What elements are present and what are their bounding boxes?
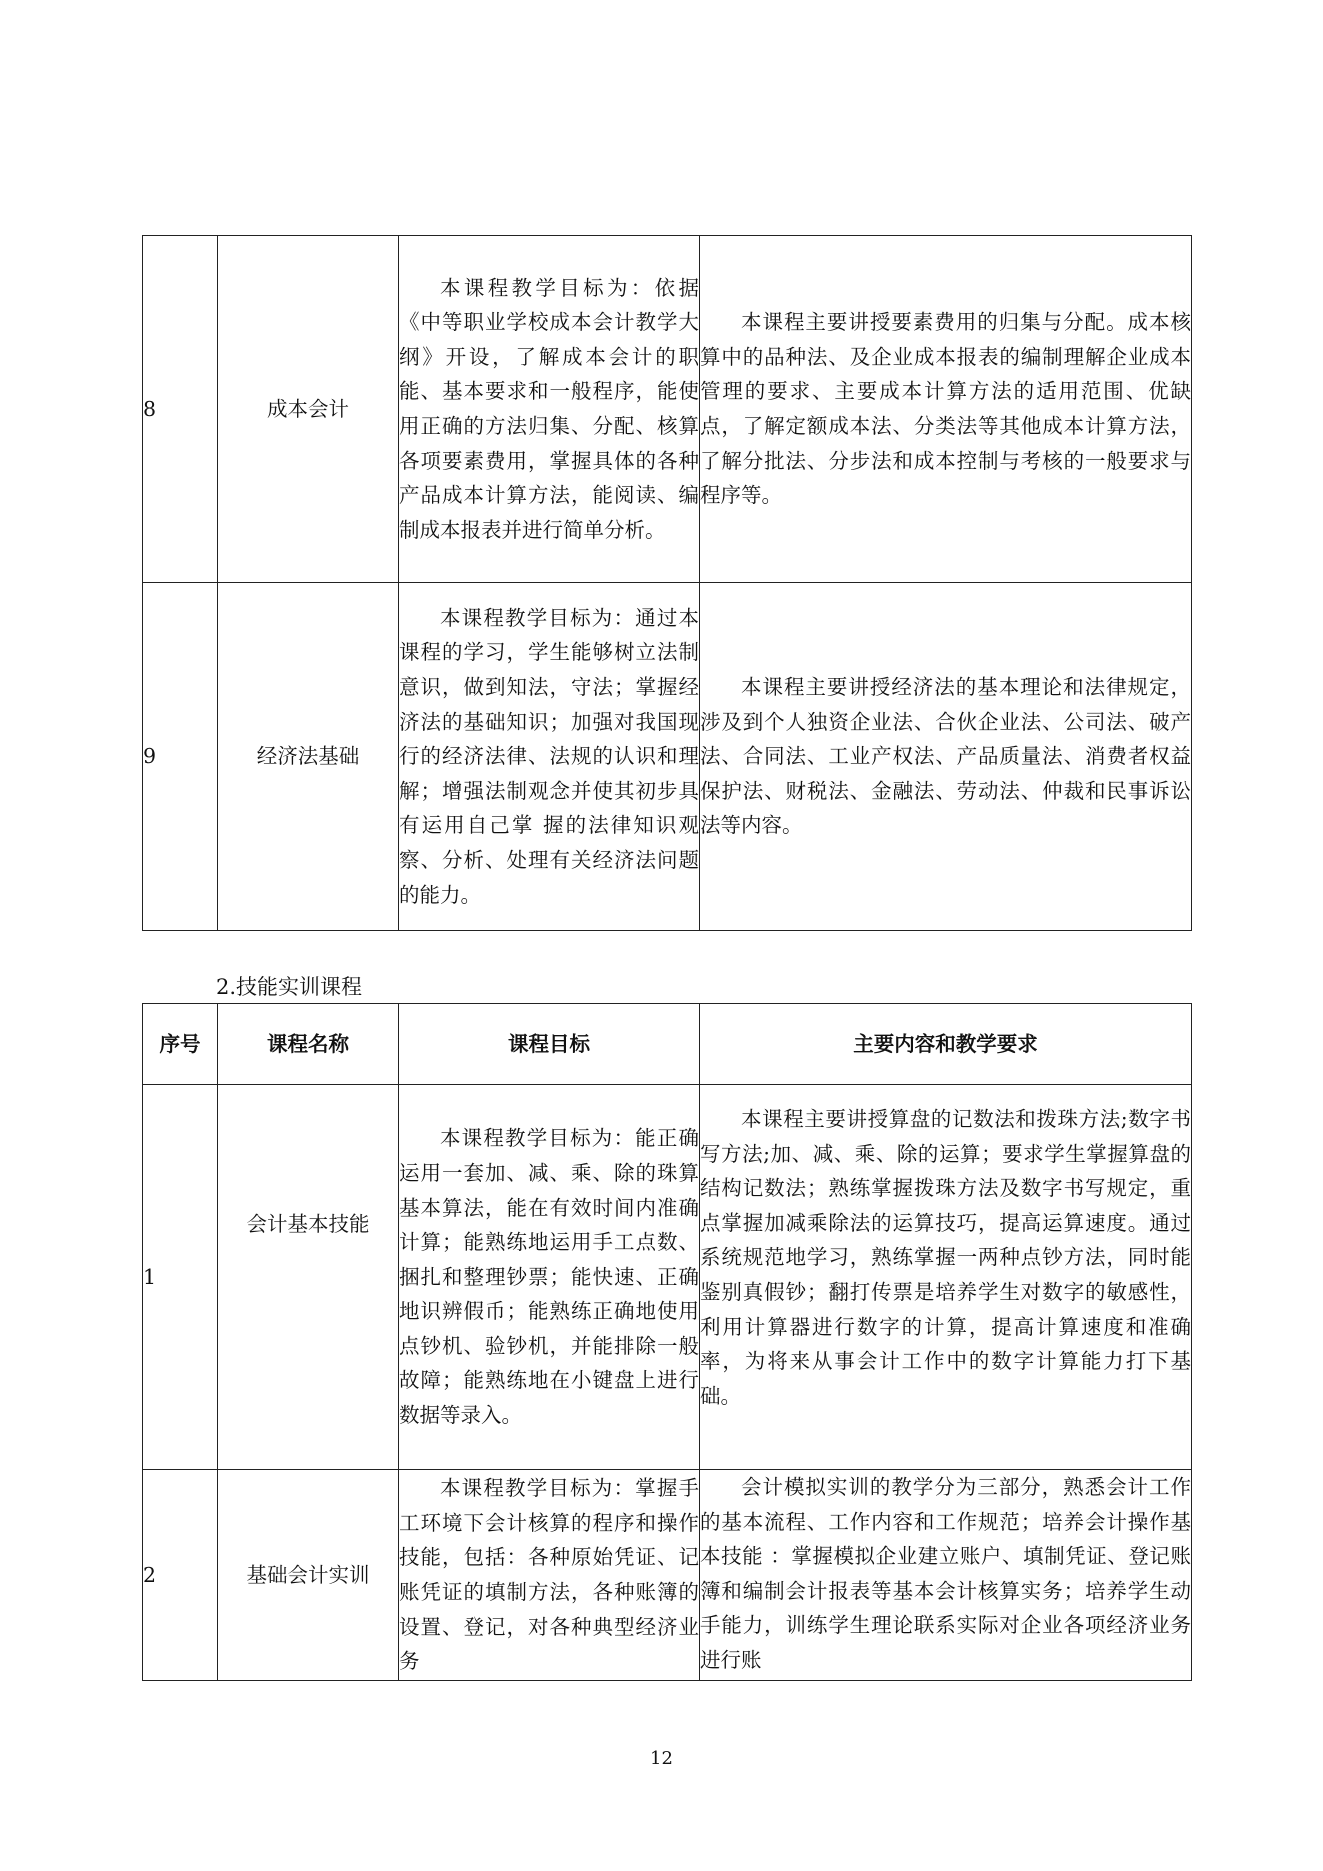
course-goal: 本课程教学目标为：依据《中等职业学校成本会计教学大纲》开设，了解成本会计的职能、基本要求和一般程序，能使用正确的方法归集、分配、核算各项要素费用，掌握具体的各种产品成本计算方法，能阅读、编制成本报表并进行简单分析。: [399, 236, 700, 583]
course-name: 经济法基础: [218, 583, 399, 931]
row-number: 9: [143, 583, 218, 931]
row-number: 1: [143, 1085, 218, 1470]
course-content: 本课程主要讲授经济法的基本理论和法律规定，涉及到个人独资企业法、合伙企业法、公司法、破产法、合同法、工业产权法、产品质量法、消费者权益保护法、财税法、金融法、劳动法、仲裁和民事诉讼法等内容。: [700, 583, 1192, 931]
course-content: 会计模拟实训的教学分为三部分，熟悉会计工作的基本流程、工作内容和工作规范；培养会计操作基本技能 ：掌握模拟企业建立账户、填制凭证、登记账簿和编制会计报表等基本会计核算实务；培养学生动手能力，训练学生理论联系实际对企业各项经济业务进行账: [700, 1470, 1192, 1681]
table-row: [143, 1085, 1192, 1470]
page-number: 12: [650, 1748, 673, 1769]
table-row: [143, 236, 1192, 583]
course-goal: 本课程教学目标为：通过本课程的学习，学生能够树立法制意识，做到知法，守法；掌握经济法的基础知识；加强对我国现行的经济法律、法规的认识和理解；增强法制观念并使其初步具有运用自己掌 握的法律知识观察、分析、处理有关经济法问题的能力。: [399, 583, 700, 931]
header-content: 主要内容和教学要求: [700, 1004, 1192, 1085]
course-table-professional: [142, 235, 1192, 931]
course-content: 本课程主要讲授要素费用的归集与分配。成本核算中的品种法、及企业成本报表的编制理解企业成本管理的要求、主要成本计算方法的适用范围、优缺点，了解定额成本法、分类法等其他成本计算方法，了解分批法、分步法和成本控制与考核的一般要求与程序等。: [700, 236, 1192, 583]
table-row: [143, 583, 1192, 931]
course-name: 成本会计: [218, 236, 399, 583]
course-goal: 本课程教学目标为：掌握手工环境下会计核算的程序和操作技能，包括：各种原始凭证、记账凭证的填制方法，各种账簿的设置、登记，对各种典型经济业务: [399, 1470, 700, 1681]
course-name: 基础会计实训: [218, 1470, 399, 1681]
course-content: 本课程主要讲授算盘的记数法和拨珠方法;数字书写方法;加、减、乘、除的运算；要求学生掌握算盘的结构记数法；熟练掌握拨珠方法及数字书写规定，重点掌握加减乘除法的运算技巧，提高运算速度。通过系统规范地学习，熟练掌握一两种点钞方法，同时能鉴别真假钞；翻打传票是培养学生对数字的敏感性，利用计算器进行数字的计算，提高计算速度和准确率，为将来从事会计工作中的数字计算能力打下基础。: [700, 1085, 1192, 1470]
header-goal: 课程目标: [399, 1004, 700, 1085]
course-name: 会计基本技能: [218, 1085, 399, 1470]
course-table-skills: [142, 1003, 1192, 1681]
table-header-row: [143, 1004, 1192, 1085]
row-number: 8: [143, 236, 218, 583]
section-title: 2.技能实训课程: [216, 975, 363, 999]
table-row: [143, 1470, 1192, 1681]
header-name: 课程名称: [218, 1004, 399, 1085]
row-number: 2: [143, 1470, 218, 1681]
course-goal: 本课程教学目标为：能正确运用一套加、减、乘、除的珠算基本算法，能在有效时间内准确计算；能熟练地运用手工点数、捆扎和整理钞票；能快速、正确地识辨假币；能熟练正确地使用点钞机、验钞机，并能排除一般故障；能熟练地在小键盘上进行数据等录入。: [399, 1085, 700, 1470]
header-no: 序号: [143, 1004, 218, 1085]
